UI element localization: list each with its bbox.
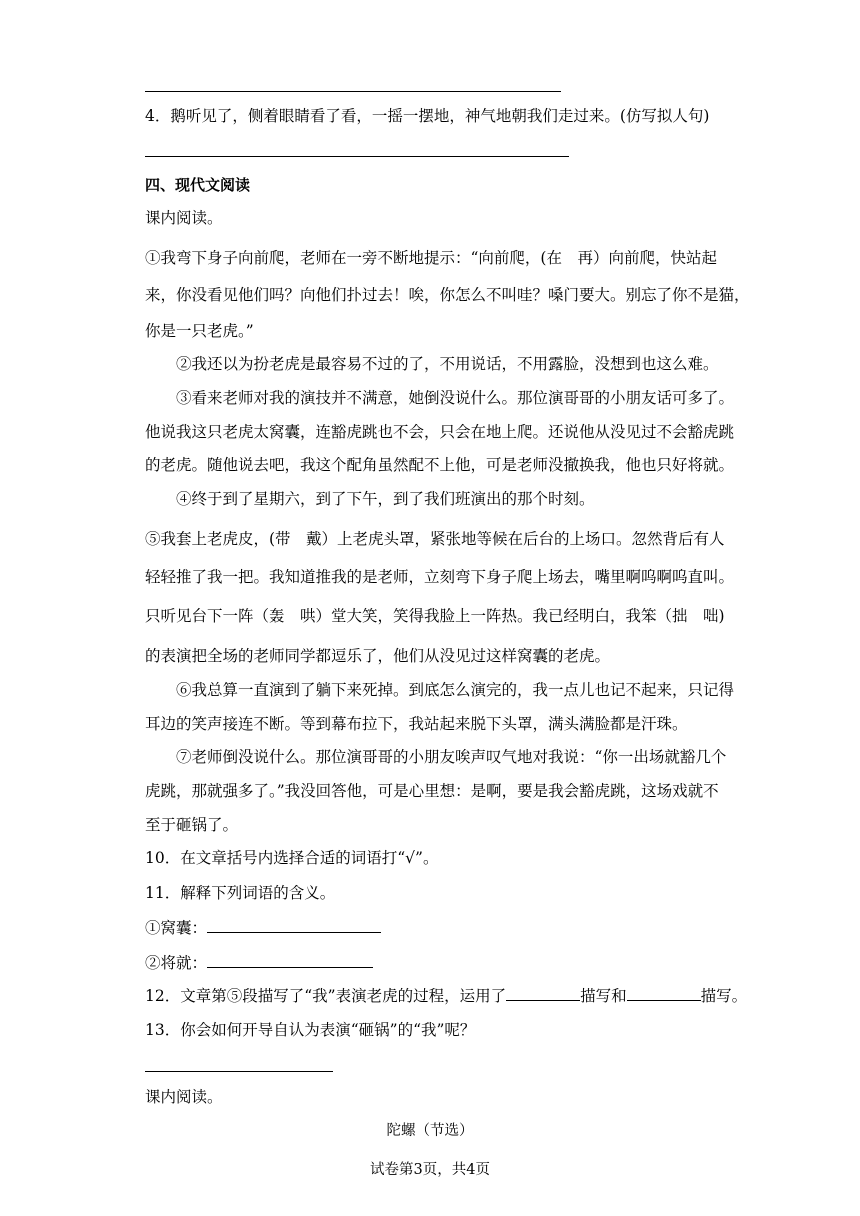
question-11-item-1-label: ①窝囊：: [145, 919, 208, 937]
passage-p6-line1: ⑥我总算一直演到了躺下来死掉。到底怎么演完的，我一点儿也记不起来，只记得: [176, 681, 735, 699]
passage-p3-line1: ③看来老师对我的演技并不满意，她倒没说什么。那位演哥哥的小朋友话可多了。: [176, 389, 735, 407]
answer-line-q13[interactable]: [145, 1071, 333, 1072]
passage-p1-line2: 来，你没看见他们吗？向他们扑过去！唉，你怎么不叫哇？嗓门要大。别忘了你不是猫，: [145, 286, 750, 304]
question-13: 13．你会如何开导自认为表演“砸锅”的“我”呢？: [145, 1021, 476, 1039]
answer-blank-12-2[interactable]: [627, 986, 701, 1001]
question-11-item-2-label: ②将就：: [145, 954, 208, 972]
passage-p3-line2: 他说我这只老虎太窝囊，连豁虎跳也不会，只会在地上爬。还说他从没见过不会豁虎跳: [145, 423, 735, 441]
passage-p3-line3: 的老虎。随他说去吧，我这个配角虽然配不上他，可是老师没撤换我，他也只好将就。: [145, 456, 735, 474]
answer-line-q3[interactable]: [145, 91, 561, 92]
question-11: 11．解释下列词语的含义。: [145, 884, 336, 902]
passage-p6-line2: 耳边的笑声接连不断。等到幕布拉下，我站起来脱下头罩，满头满脸都是汗珠。: [145, 715, 688, 733]
passage-p4: ④终于到了星期六，到了下午，到了我们班演出的那个时刻。: [176, 490, 595, 508]
passage-p1-line1: ①我弯下身子向前爬，老师在一旁不断地提示：“向前爬，(在 再）向前爬，快站起: [145, 249, 717, 267]
reading-intro: 课内阅读。: [145, 209, 223, 227]
passage-p5-line2: 轻轻推了我一把。我知道推我的是老师，立刻弯下身子爬上场去，嘴里啊呜啊呜直叫。: [145, 568, 735, 586]
question-4: 4．鹅听见了，侧着眼睛看了看，一摇一摆地，神气地朝我们走过来。(仿写拟人句): [145, 107, 710, 125]
answer-blank-11-1[interactable]: [207, 918, 381, 933]
passage-title: 陀螺（节选）: [386, 1123, 474, 1139]
passage-p5-line3: 只听见台下一阵（轰 哄）堂大笑，笑得我脸上一阵热。我已经明白，我笨（拙 咄): [145, 607, 725, 625]
passage-p2: ②我还以为扮老虎是最容易不过的了，不用说话，不用露脸，没想到也这么难。: [176, 355, 719, 373]
reading-intro-2: 课内阅读。: [145, 1088, 223, 1106]
passage-p1-line3: 你是一只老虎。”: [145, 322, 254, 340]
question-12-text-a: 12．文章第⑤段描写了“我”表演老虎的过程，运用了: [145, 987, 507, 1005]
passage-p5-line1: ⑤我套上老虎皮，(带 戴）上老虎头罩，紧张地等候在后台的上场口。忽然背后有人: [145, 530, 725, 548]
question-12: [145, 986, 747, 1006]
passage-p7-line2: 虎跳，那就强多了。”我没回答他，可是心里想：是啊，要是我会豁虎跳，这场戏就不: [145, 782, 719, 800]
question-12-text-b: 描写和: [580, 987, 627, 1005]
question-12-text-c: 描写。: [700, 987, 748, 1005]
passage-p7-line3: 至于砸锅了。: [145, 816, 239, 834]
question-11-item-2: [145, 953, 373, 973]
passage-p5-line4: 的表演把全场的老师同学都逗乐了，他们从没见过这样窝囊的老虎。: [145, 647, 611, 665]
question-11-item-1: [145, 918, 381, 938]
answer-line-q4[interactable]: [145, 156, 569, 157]
section-title: 四、现代文阅读: [145, 176, 251, 194]
page-footer: 试卷第3页，共4页: [370, 1162, 490, 1178]
question-10: 10．在文章括号内选择合适的词语打“√”。: [145, 849, 439, 867]
answer-blank-11-2[interactable]: [207, 953, 373, 968]
answer-blank-12-1[interactable]: [506, 986, 580, 1001]
passage-p7-line1: ⑦老师倒没说什么。那位演哥哥的小朋友唉声叹气地对我说：“你一出场就豁几个: [176, 748, 727, 766]
